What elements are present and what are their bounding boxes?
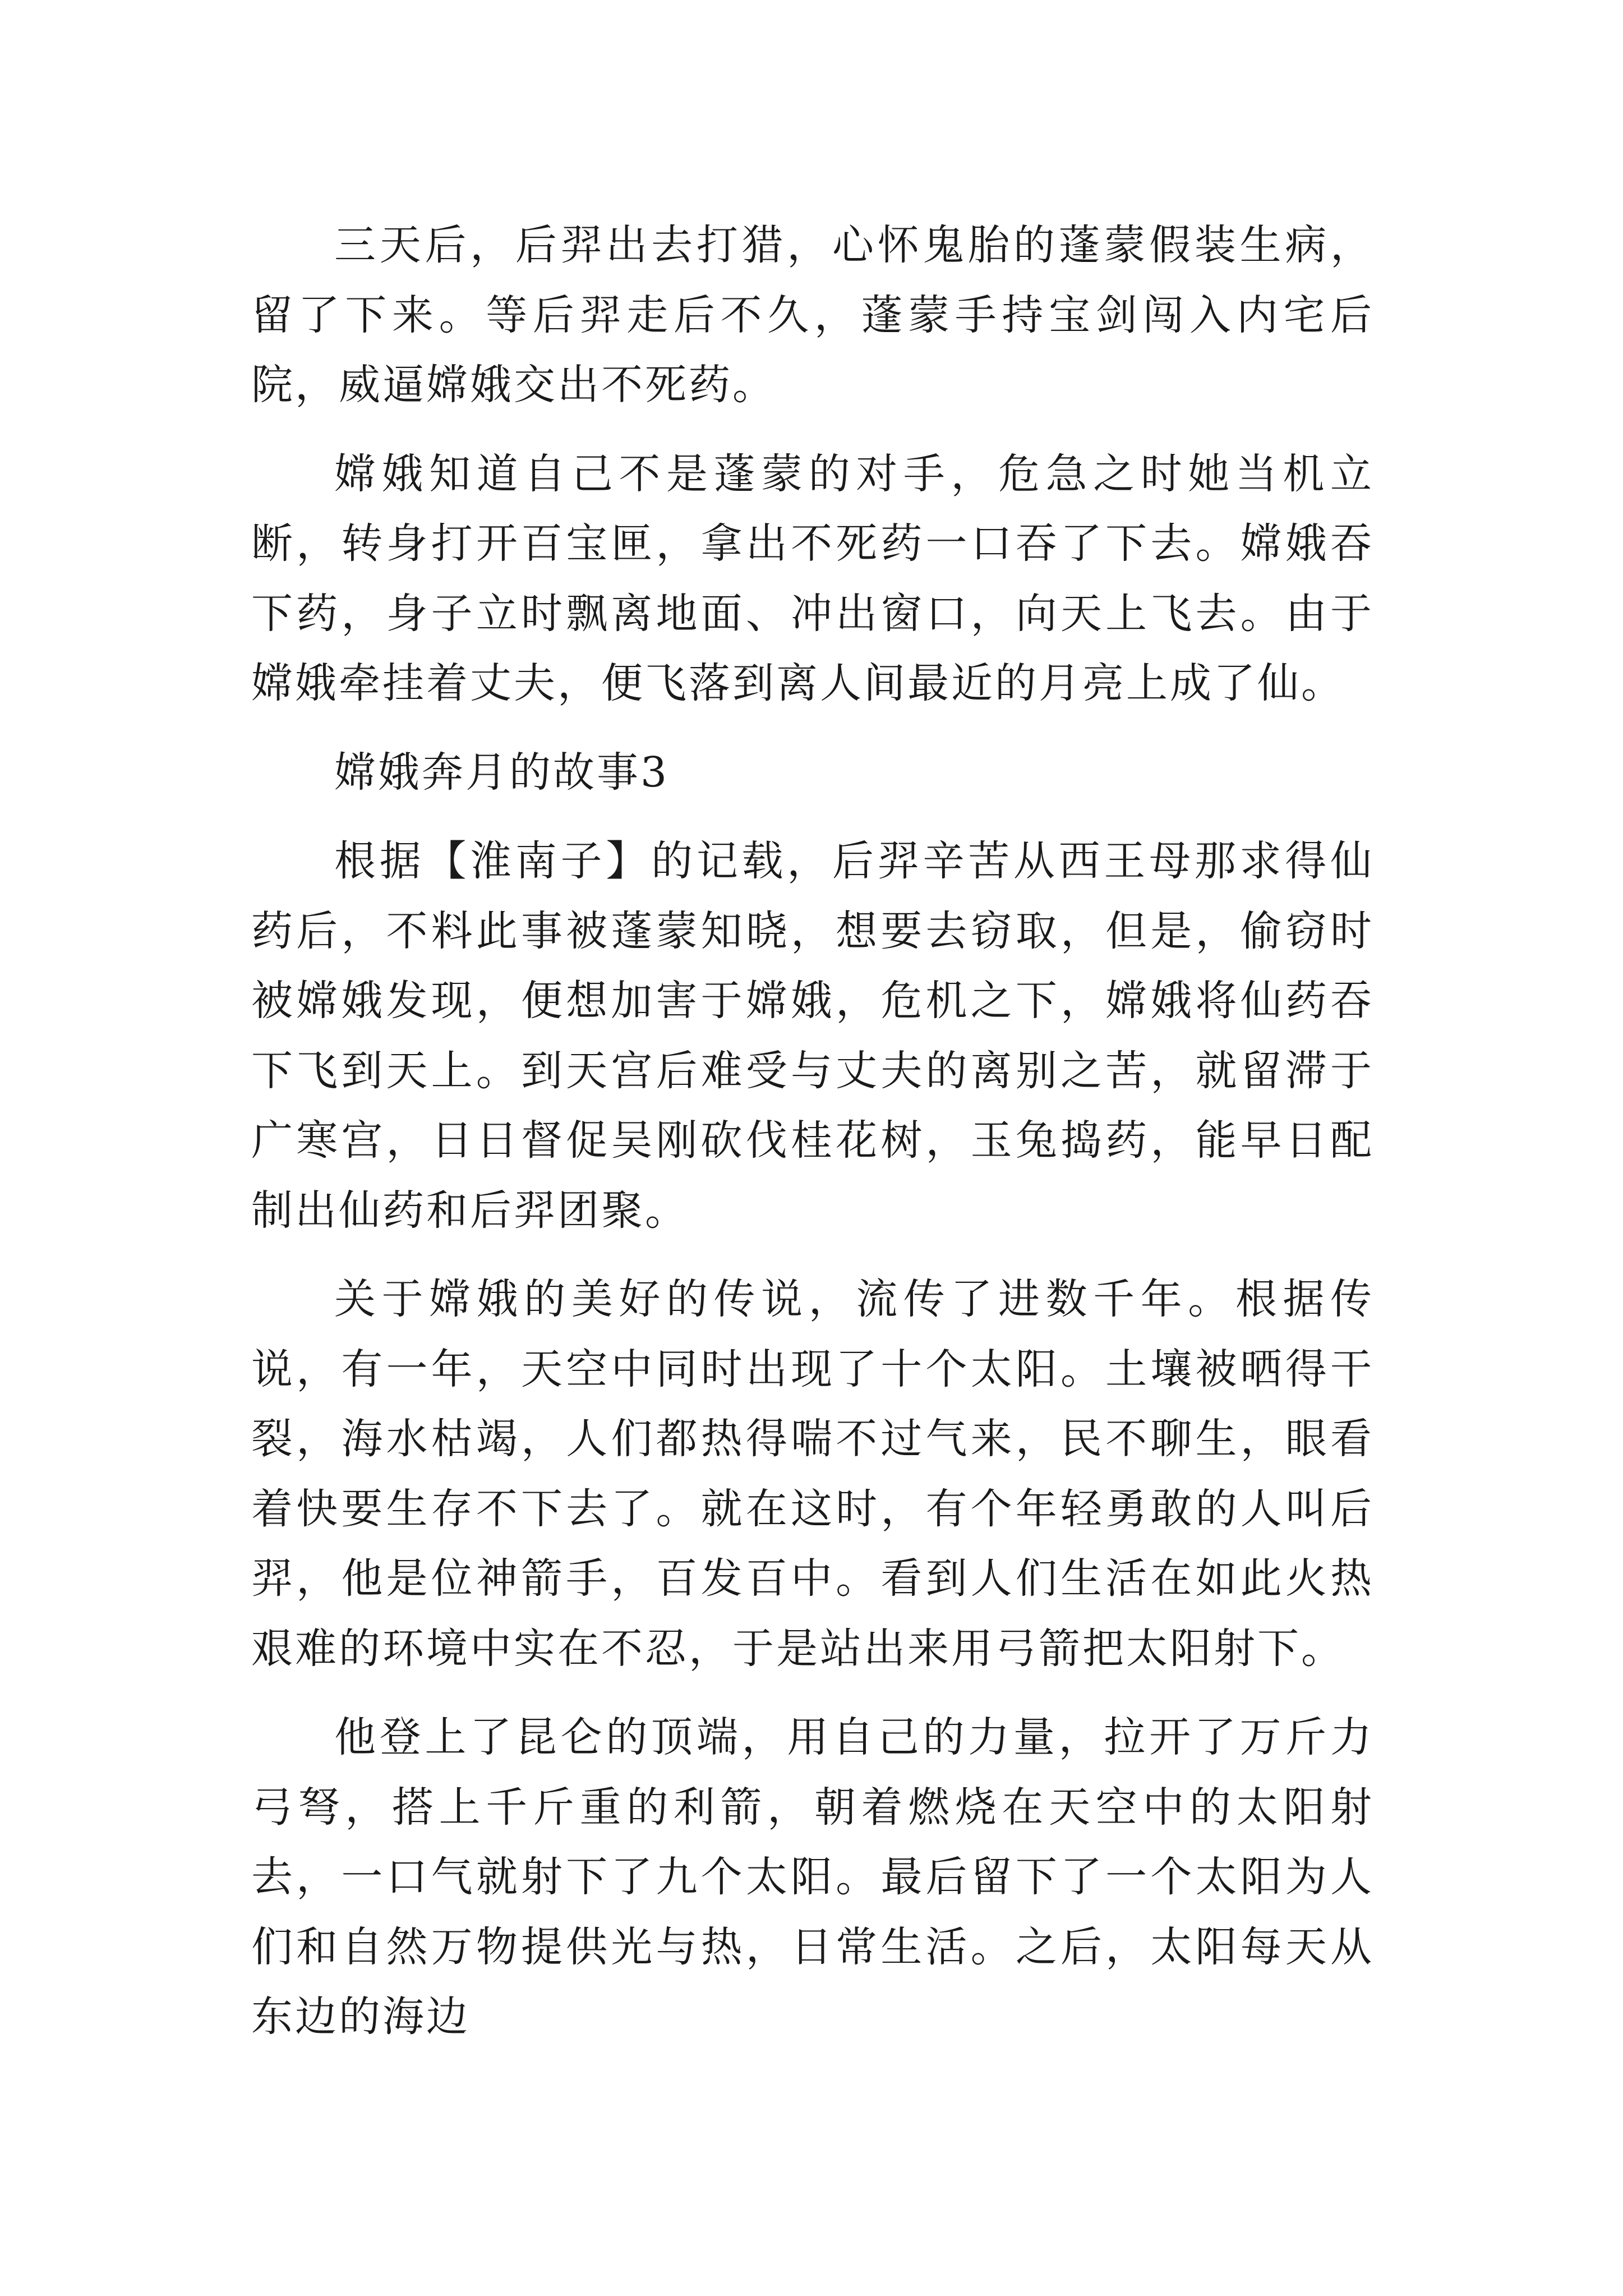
- paragraph-3: 根据【淮南子】的记载，后羿辛苦从西王母那求得仙药后，不料此事被蓬蒙知晓，想要去窃取，但是，偷窃时被嫦娥发现，便想加害于嫦娥，危机之下，嫦娥将仙药吞下飞到天上。到天宫后难受与丈夫的离别之苦，就留滞于广寒宫，日日督促吴刚砍伐桂花树，玉兔捣药，能早日配制出仙药和后羿团聚。: [251, 837, 1374, 1235]
- section-heading: 嫦娥奔月的故事3: [334, 748, 670, 797]
- paragraph-4: 关于嫦娥的美好的传说，流传了进数千年。根据传说，有一年，天空中同时出现了十个太阳。土壤被晒得干裂，海水枯竭，人们都热得喘不过气来，民不聊生，眼看着快要生存不下去了。就在这时，有个年轻勇敢的人叫后羿，他是位神箭手，百发百中。看到人们生活在如此火热艰难的环境中实在不忍，于是站出来用弓箭把太阳射下。: [251, 1275, 1374, 1673]
- paragraph-5: 他登上了昆仑的顶端，用自己的力量，拉开了万斤力弓弩，搭上千斤重的利箭，朝着燃烧在天空中的太阳射去，一口气就射下了九个太阳。最后留下了一个太阳为人们和自然万物提供光与热，日常生活。之后，太阳每天从东边的海边: [251, 1713, 1374, 2041]
- text-column: [251, 210, 1374, 2052]
- paragraph-2: 嫦娥知道自己不是蓬蒙的对手，危急之时她当机立断，转身打开百宝匣，拿出不死药一口吞了下去。嫦娥吞下药，身子立时飘离地面、冲出窗口，向天上飞去。由于嫦娥牵挂着丈夫，便飞落到离人间最近的月亮上成了仙。: [251, 449, 1374, 707]
- paragraph-1: 三天后，后羿出去打猎，心怀鬼胎的蓬蒙假装生病，留了下来。等后羿走后不久，蓬蒙手持宝剑闯入内宅后院，威逼嫦娥交出不死药。: [251, 221, 1374, 409]
